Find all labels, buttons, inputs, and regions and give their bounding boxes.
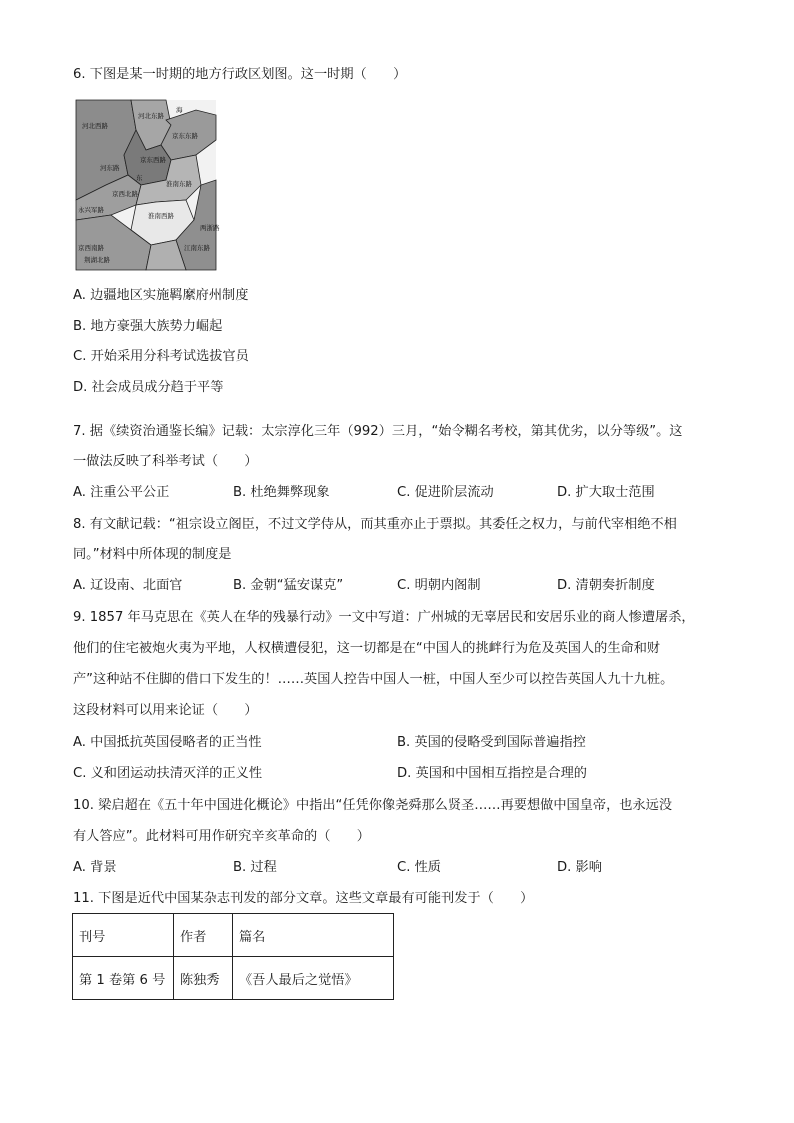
map-label-east: 东 <box>136 174 143 182</box>
map-label-hebei-west: 河北西路 <box>82 122 108 130</box>
map-label-jingxi-south: 京西南路 <box>78 244 104 252</box>
q11-stem: 11. 下图是近代中国某杂志刊发的部分文章。这些文章最有可能刊发于（ ） <box>73 891 534 906</box>
map-label-huainan-east: 淮南东路 <box>166 180 192 188</box>
q8-option-a[interactable]: A. 辽设南、北面官 <box>73 578 183 593</box>
map-label-jingdong-east: 京东东路 <box>172 132 198 140</box>
q8-option-b[interactable]: B. 金朝“猛安谋克” <box>233 578 344 593</box>
header-author: 作者 <box>174 914 233 957</box>
q7-option-c[interactable]: C. 促进阶层流动 <box>397 485 494 500</box>
q9-stem-line4: 这段材料可以用来论证（ ） <box>73 703 258 718</box>
q10-stem-line1: 10. 梁启超在《五十年中国进化概论》中指出“任凭你像尧舜那么贤圣……再要想做中国皇帝，也永远没 <box>73 798 673 813</box>
q7-option-b[interactable]: B. 杜绝舞弊现象 <box>233 485 330 500</box>
map-label-jingdong-west: 京东西路 <box>140 156 166 164</box>
region-map <box>76 100 220 270</box>
q6-option-d[interactable]: D. 社会成员成分趋于平等 <box>73 380 224 395</box>
map-label-jinghu-north: 荆湖北路 <box>84 256 110 264</box>
q8-stem-line2: 同。”材料中所体现的制度是 <box>73 547 232 562</box>
q9-option-b[interactable]: B. 英国的侵略受到国际普遍指控 <box>397 735 586 750</box>
q10-stem-line2: 有人答应”。此材料可用作研究辛亥革命的（ ） <box>73 829 370 844</box>
q10-option-c[interactable]: C. 性质 <box>397 860 441 875</box>
cell-author: 陈独秀 <box>174 957 233 1000</box>
article-table <box>72 913 394 1000</box>
q7-stem-line2: 一做法反映了科举考试（ ） <box>73 454 258 469</box>
cell-issue: 第 1 卷第 6 号 <box>73 957 174 1000</box>
q8-option-d[interactable]: D. 清朝奏折制度 <box>557 578 655 593</box>
map-label-sea: 海 <box>176 106 183 114</box>
q10-option-a[interactable]: A. 背景 <box>73 860 117 875</box>
table-row <box>73 957 394 1000</box>
cell-title: 《吾人最后之觉悟》 <box>233 957 394 1000</box>
q10-option-b[interactable]: B. 过程 <box>233 860 277 875</box>
map-label-jiangnan-east: 江南东路 <box>184 244 210 252</box>
q6-option-a[interactable]: A. 边疆地区实施羁縻府州制度 <box>73 288 249 303</box>
map-label-hedong: 河东路 <box>100 164 120 172</box>
q6-option-c[interactable]: C. 开始采用分科考试选拔官员 <box>73 349 249 364</box>
q9-option-a[interactable]: A. 中国抵抗英国侵略者的正当性 <box>73 735 262 750</box>
map-label-liangzhe: 两浙路 <box>200 224 220 232</box>
q9-stem-line3: 产”这种站不住脚的借口下发生的！……英国人控告中国人一桩，中国人至少可以控告英国人九十九桩。 <box>73 672 674 687</box>
q8-stem-line1: 8. 有文献记载：“祖宗设立阁臣，不过文学侍从，而其重亦止于票拟。其委任之权力，与前代宰相绝不相 <box>73 517 677 532</box>
map-label-jingxi-north: 京西北路 <box>112 190 138 198</box>
q7-option-d[interactable]: D. 扩大取士范围 <box>557 485 655 500</box>
q9-option-c[interactable]: C. 义和团运动扶清灭洋的正义性 <box>73 766 263 781</box>
map-label-yongxingjun: 永兴军路 <box>78 206 104 214</box>
q7-option-a[interactable]: A. 注重公平公正 <box>73 485 170 500</box>
map-label-hebei-east: 河北东路 <box>138 112 164 120</box>
q9-option-d[interactable]: D. 英国和中国相互指控是合理的 <box>397 766 587 781</box>
q8-option-c[interactable]: C. 明朝内阁制 <box>397 578 481 593</box>
map-label-huainan-west: 淮南西路 <box>148 212 174 220</box>
q9-stem-line1: 9. 1857 年马克思在《英人在华的残暴行动》一文中写道：广州城的无辜居民和安居乐业的商人惨遭屠杀， <box>73 610 695 625</box>
header-issue: 刊号 <box>73 914 174 957</box>
q10-option-d[interactable]: D. 影响 <box>557 860 602 875</box>
q9-stem-line2: 他们的住宅被炮火夷为平地，人权横遭侵犯，这一切都是在“中国人的挑衅行为危及英国人的生命和财 <box>73 641 661 656</box>
table-header-row <box>73 914 394 957</box>
header-title: 篇名 <box>233 914 394 957</box>
q6-option-b[interactable]: B. 地方豪强大族势力崛起 <box>73 319 223 334</box>
q6-stem: 6. 下图是某一时期的地方行政区划图。这一时期（ ） <box>73 67 407 82</box>
q7-stem-line1: 7. 据《续资治通鉴长编》记载：太宗淳化三年（992）三月，“始令糊名考校，第其优劣，以分等级”。这 <box>73 424 683 439</box>
